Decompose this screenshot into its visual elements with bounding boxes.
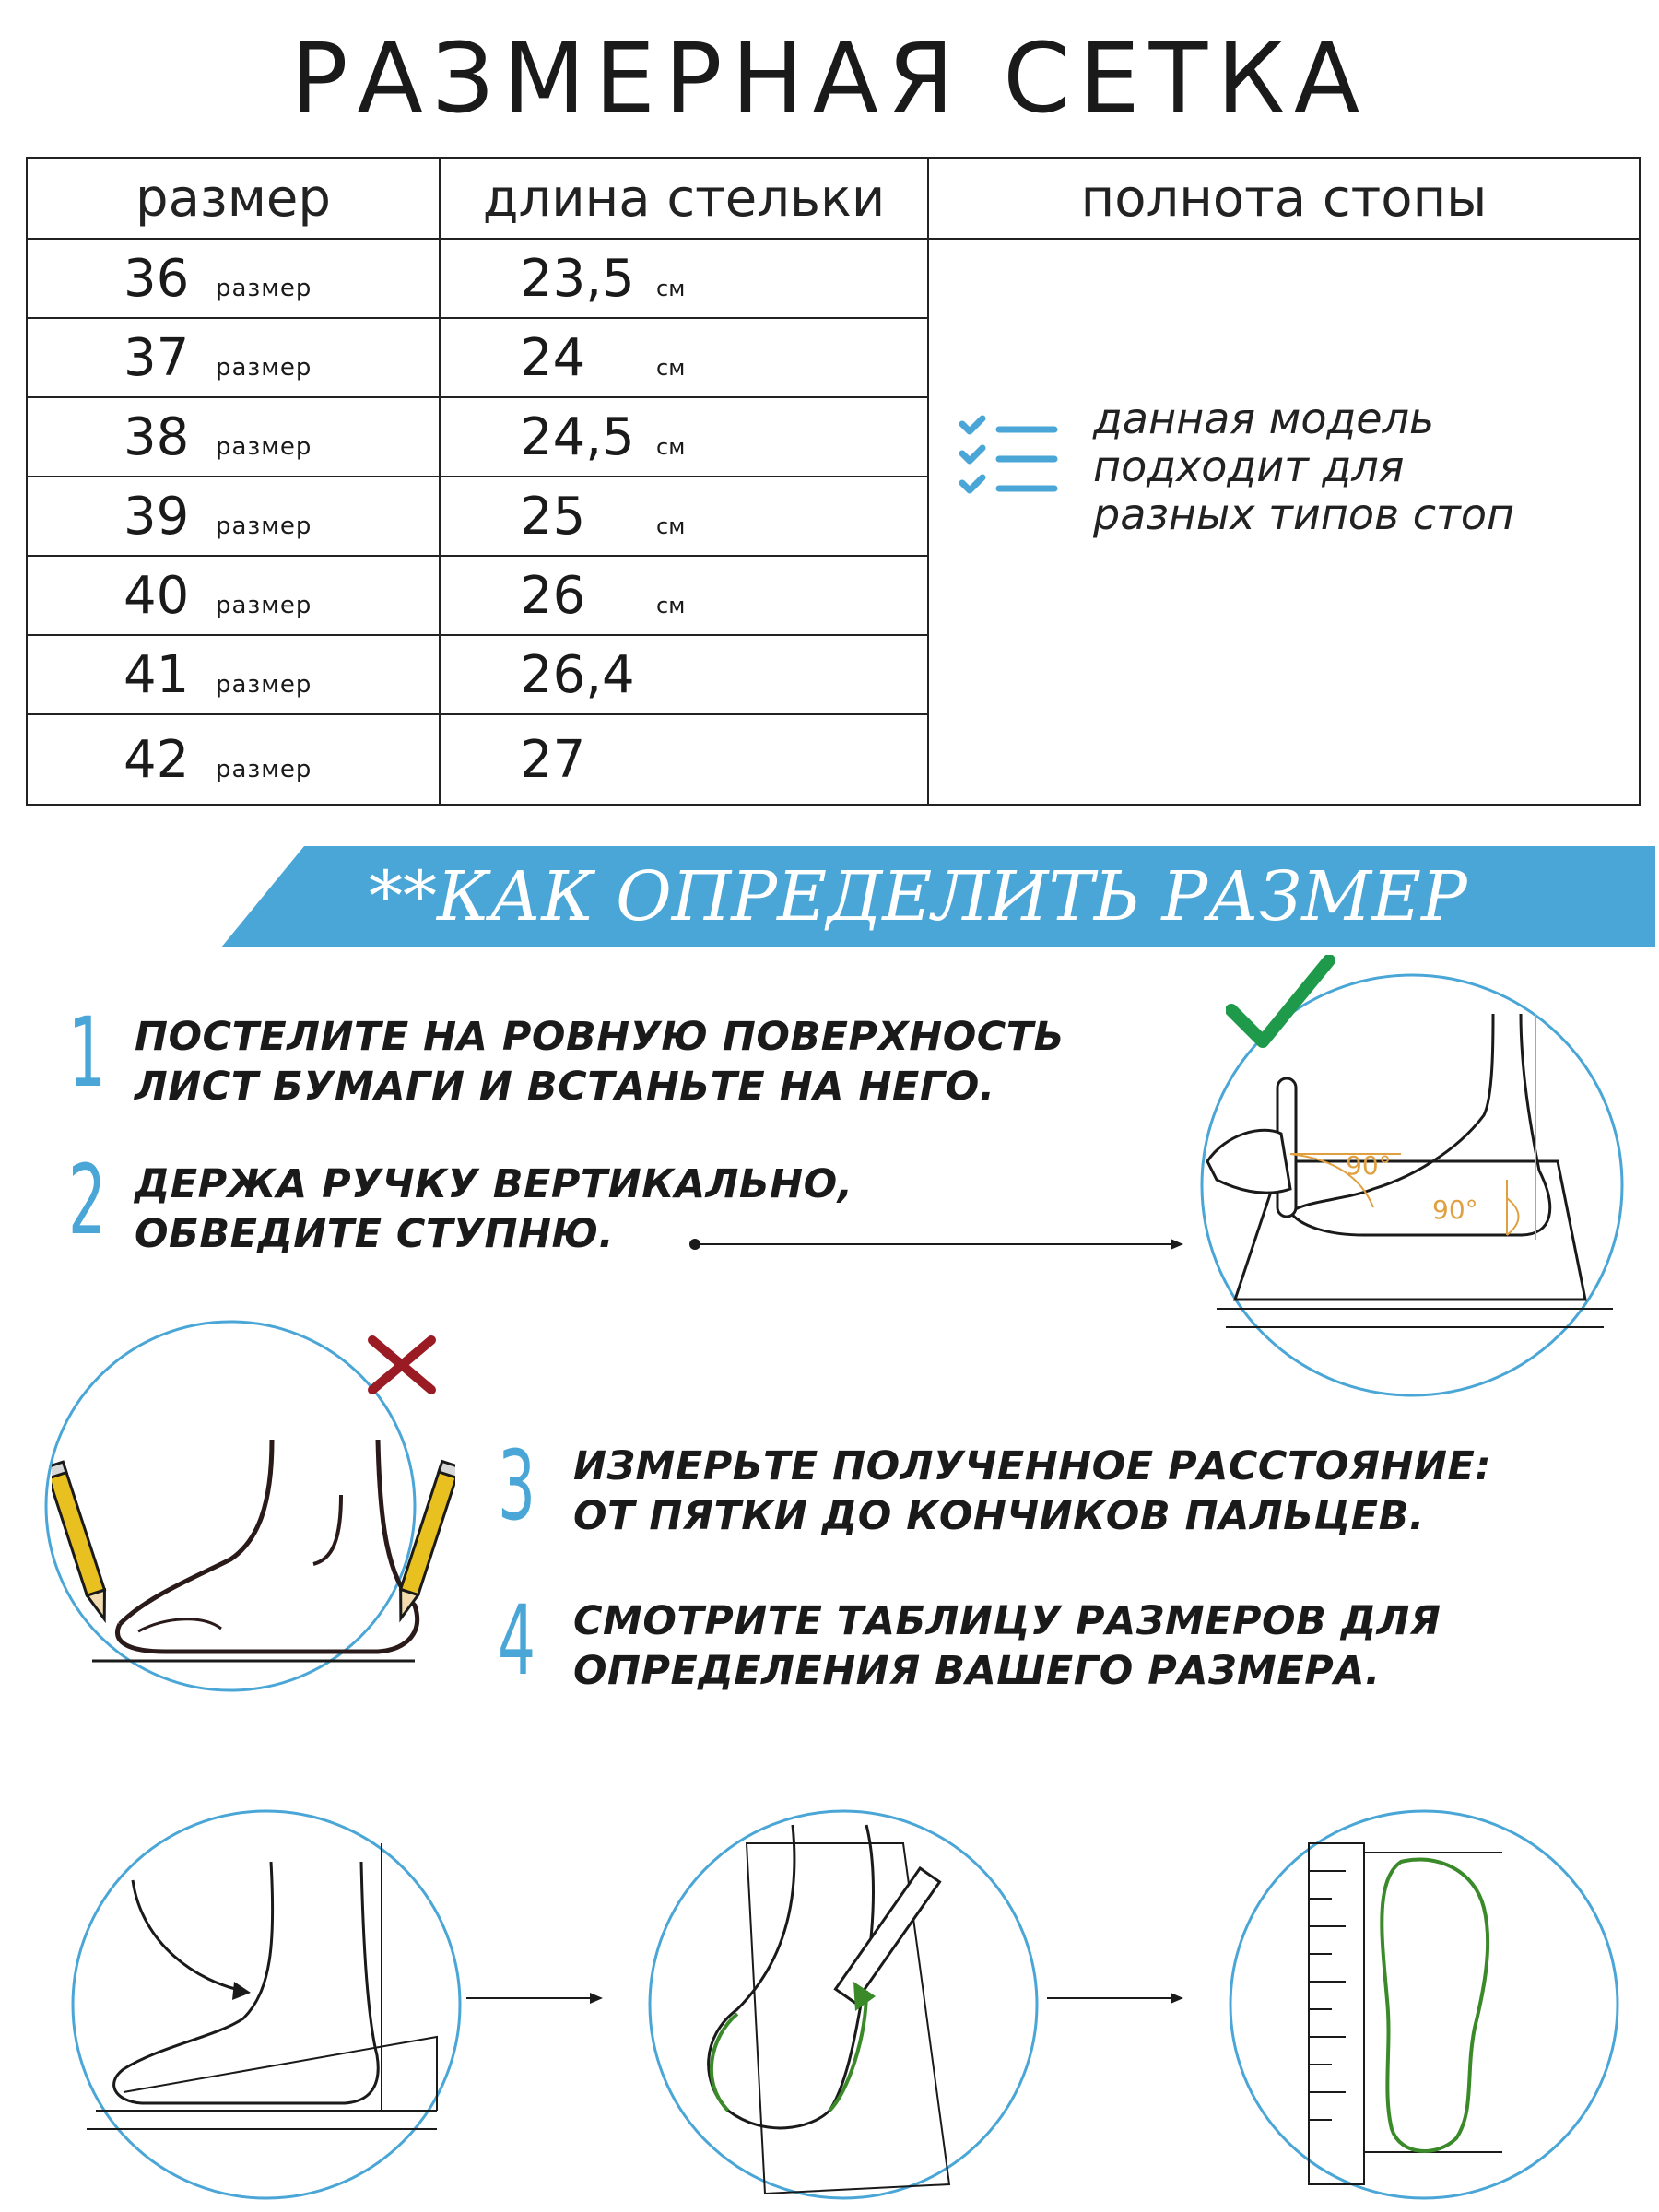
arrow-icon (689, 1233, 1187, 1255)
place-foot-illustration (68, 1806, 465, 2203)
size-label: размер (216, 591, 312, 619)
length-value: 25 (520, 486, 586, 547)
step-text (135, 1012, 1065, 1112)
fit-note (1093, 394, 1609, 538)
step-text (573, 1441, 1491, 1541)
size-value: 39 (124, 486, 190, 547)
size-label: размер (216, 353, 312, 382)
step-number: 2 (68, 1144, 107, 1256)
step-line: ОТ ПЯТКИ ДО КОНЧИКОВ ПАЛЬЦЕВ. (573, 1493, 1425, 1539)
step-text (573, 1596, 1441, 1696)
step-line: ОПРЕДЕЛЕНИЯ ВАШЕГО РАЗМЕРА. (573, 1648, 1381, 1694)
length-value: 23,5 (520, 248, 635, 309)
length-value: 24 (520, 327, 586, 388)
size-value: 37 (124, 327, 190, 388)
step-line: ИЗМЕРЬТЕ ПОЛУЧЕННОЕ РАССТОЯНИЕ: (573, 1443, 1492, 1489)
step-line: ДЕРЖА РУЧКУ ВЕРТИКАЛЬНО, (135, 1161, 853, 1207)
measure-foot-illustration (1226, 1806, 1622, 2203)
pencil-icon (391, 1456, 455, 1650)
step-line: ПОСТЕЛИТЕ НА РОВНУЮ ПОВЕРХНОСТЬ (135, 1014, 1065, 1060)
check-icon (1226, 955, 1336, 1056)
length-unit: см (656, 512, 686, 539)
step-number: 4 (498, 1584, 536, 1697)
page-title: РАЗМЕРНАЯ СЕТКА (289, 22, 1370, 135)
length-unit: см (656, 275, 686, 301)
header-insole-length: длина стельки (440, 158, 928, 239)
length-unit: см (656, 592, 686, 618)
table-row (27, 239, 1640, 318)
length-value: 26,4 (520, 644, 635, 705)
outline-foot-illustration (645, 1806, 1041, 2203)
size-value: 36 (124, 248, 190, 309)
size-label: размер (216, 274, 312, 302)
length-value: 26 (520, 565, 586, 626)
size-label: размер (216, 755, 312, 783)
fit-note-line: данная модель (1093, 394, 1435, 443)
table-header-row (27, 158, 1640, 239)
banner-title: **КАК ОПРЕДЕЛИТЬ РАЗМЕР НОГИ (369, 857, 1467, 1025)
fit-note-line: разных типов стоп (1093, 489, 1515, 539)
size-label: размер (216, 670, 312, 699)
pencil-icon (52, 1456, 116, 1650)
fit-cell (928, 239, 1640, 805)
angle-label: 90° (1432, 1194, 1478, 1225)
length-unit: см (656, 433, 686, 460)
length-value: 24,5 (520, 406, 635, 467)
step-number: 1 (68, 996, 107, 1109)
header-size: размер (27, 158, 440, 239)
size-value: 42 (124, 729, 190, 790)
step-line: ЛИСТ БУМАГИ И ВСТАНЬТЕ НА НЕГО. (135, 1064, 995, 1110)
checklist-icon (959, 415, 1060, 507)
arrow-icon (466, 1987, 605, 2009)
fit-note-line: подходит для (1093, 441, 1405, 491)
length-value: 27 (520, 729, 586, 790)
size-value: 41 (124, 644, 190, 705)
header-foot-width: полнота стопы (928, 158, 1640, 239)
size-label: размер (216, 432, 312, 461)
size-value: 40 (124, 565, 190, 626)
cross-icon (365, 1333, 439, 1397)
step-number: 3 (498, 1430, 536, 1542)
step-line: СМОТРИТЕ ТАБЛИЦУ РАЗМЕРОВ ДЛЯ (573, 1598, 1441, 1644)
arrow-icon (1047, 1987, 1185, 2009)
step-line: ОБВЕДИТЕ СТУПНЮ. (135, 1211, 615, 1257)
size-label: размер (216, 512, 312, 540)
length-unit: см (656, 354, 686, 381)
angle-label: 90° (1346, 1150, 1392, 1181)
size-table (26, 157, 1641, 806)
size-value: 38 (124, 406, 190, 467)
